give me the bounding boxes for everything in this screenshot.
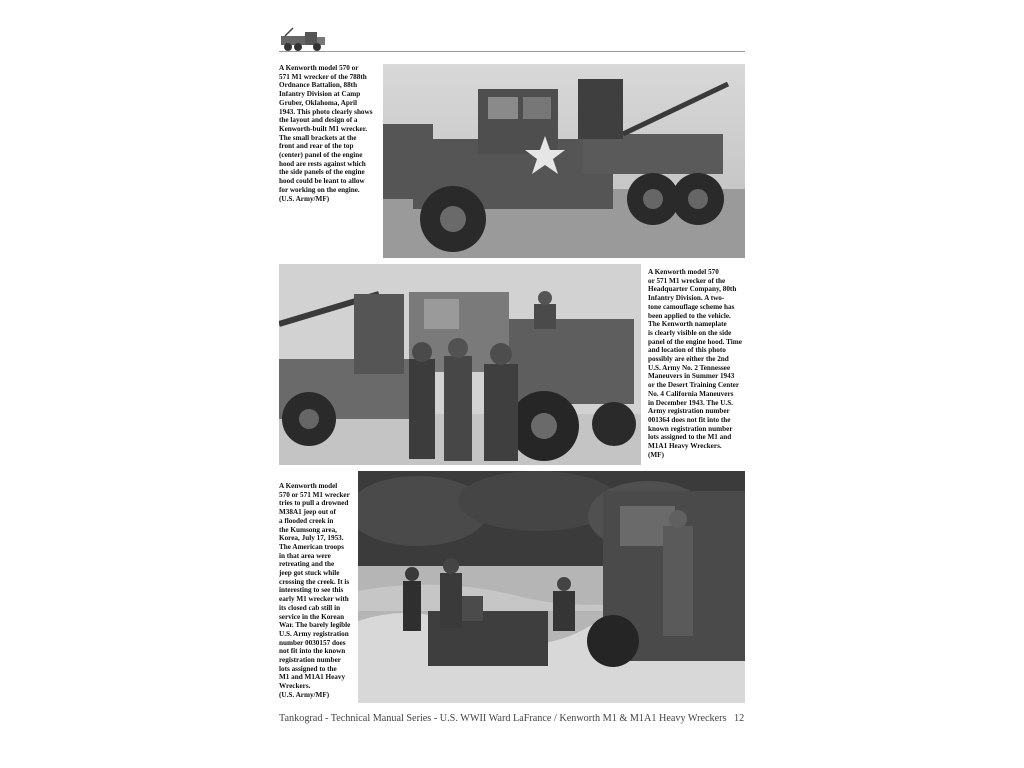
footer-series-title: Tankograd - Technical Manual Series - U.S. WWII Ward LaFrance / Kenworth M1 & M1A1 Heavy Wreckers [279, 713, 727, 724]
photo-caption-3: A Kenworth model 570 or 571 M1 wrecker tries to pull a drowned M38A1 jeep out of a flooded creek in the Kumsong area, Korea, July 17, 1953. The American troops in that area were retreating and the jeep got stuck while crossing the creek. It is interesting to see this early M1 wrecker with its closed cab still in service in the Korean War. The barely legible U.S. Army registration number 0030157 does not fit into the known registration number lots assigned to the M1 and M1A1 Heavy Wreckers. (U.S. Army/MF) [279, 482, 351, 699]
photo-wrecker-with-crew [279, 264, 641, 465]
page-number: 12 [734, 713, 745, 724]
header-divider [279, 51, 745, 52]
photo-wrecker-side-view [383, 64, 745, 258]
photo-caption-1: A Kenworth model 570 or 571 M1 wrecker of the 788th Ordnance Battalion, 88th Infantry Division at Camp Gruber, Oklahoma, April 1943. This photo clearly shows the layout and design of a Kenworth-built M1 wrecker. The small brackets at the front and rear of the top (center) panel of the engine hood are rests against which the side panels of the engine hood could be leant to allow for working on the engine. (U.S. Army/MF) [279, 64, 373, 203]
truck-icon [279, 27, 327, 53]
photo-caption-2: A Kenworth model 570 or 571 M1 wrecker of the Headquarter Company, 80th Infantry Division. A two- tone camouflage scheme has been applied to the vehicle. The Kenworth nameplate is clearly visible on the side panel of the engine hood. Time and location of this photo possibly are either the 2nd U.S. Army No. 2 Tennessee Maneuvers in Summer 1943 or the Desert Training Center No. 4 California Maneuvers in December 1943. The U.S. Army registration number 001364 does not fit into the known registration number lots assigned to the M1 and M1A1 Heavy Wreckers. (MF) [648, 268, 742, 459]
photo-jeep-recovery-creek [358, 471, 745, 703]
